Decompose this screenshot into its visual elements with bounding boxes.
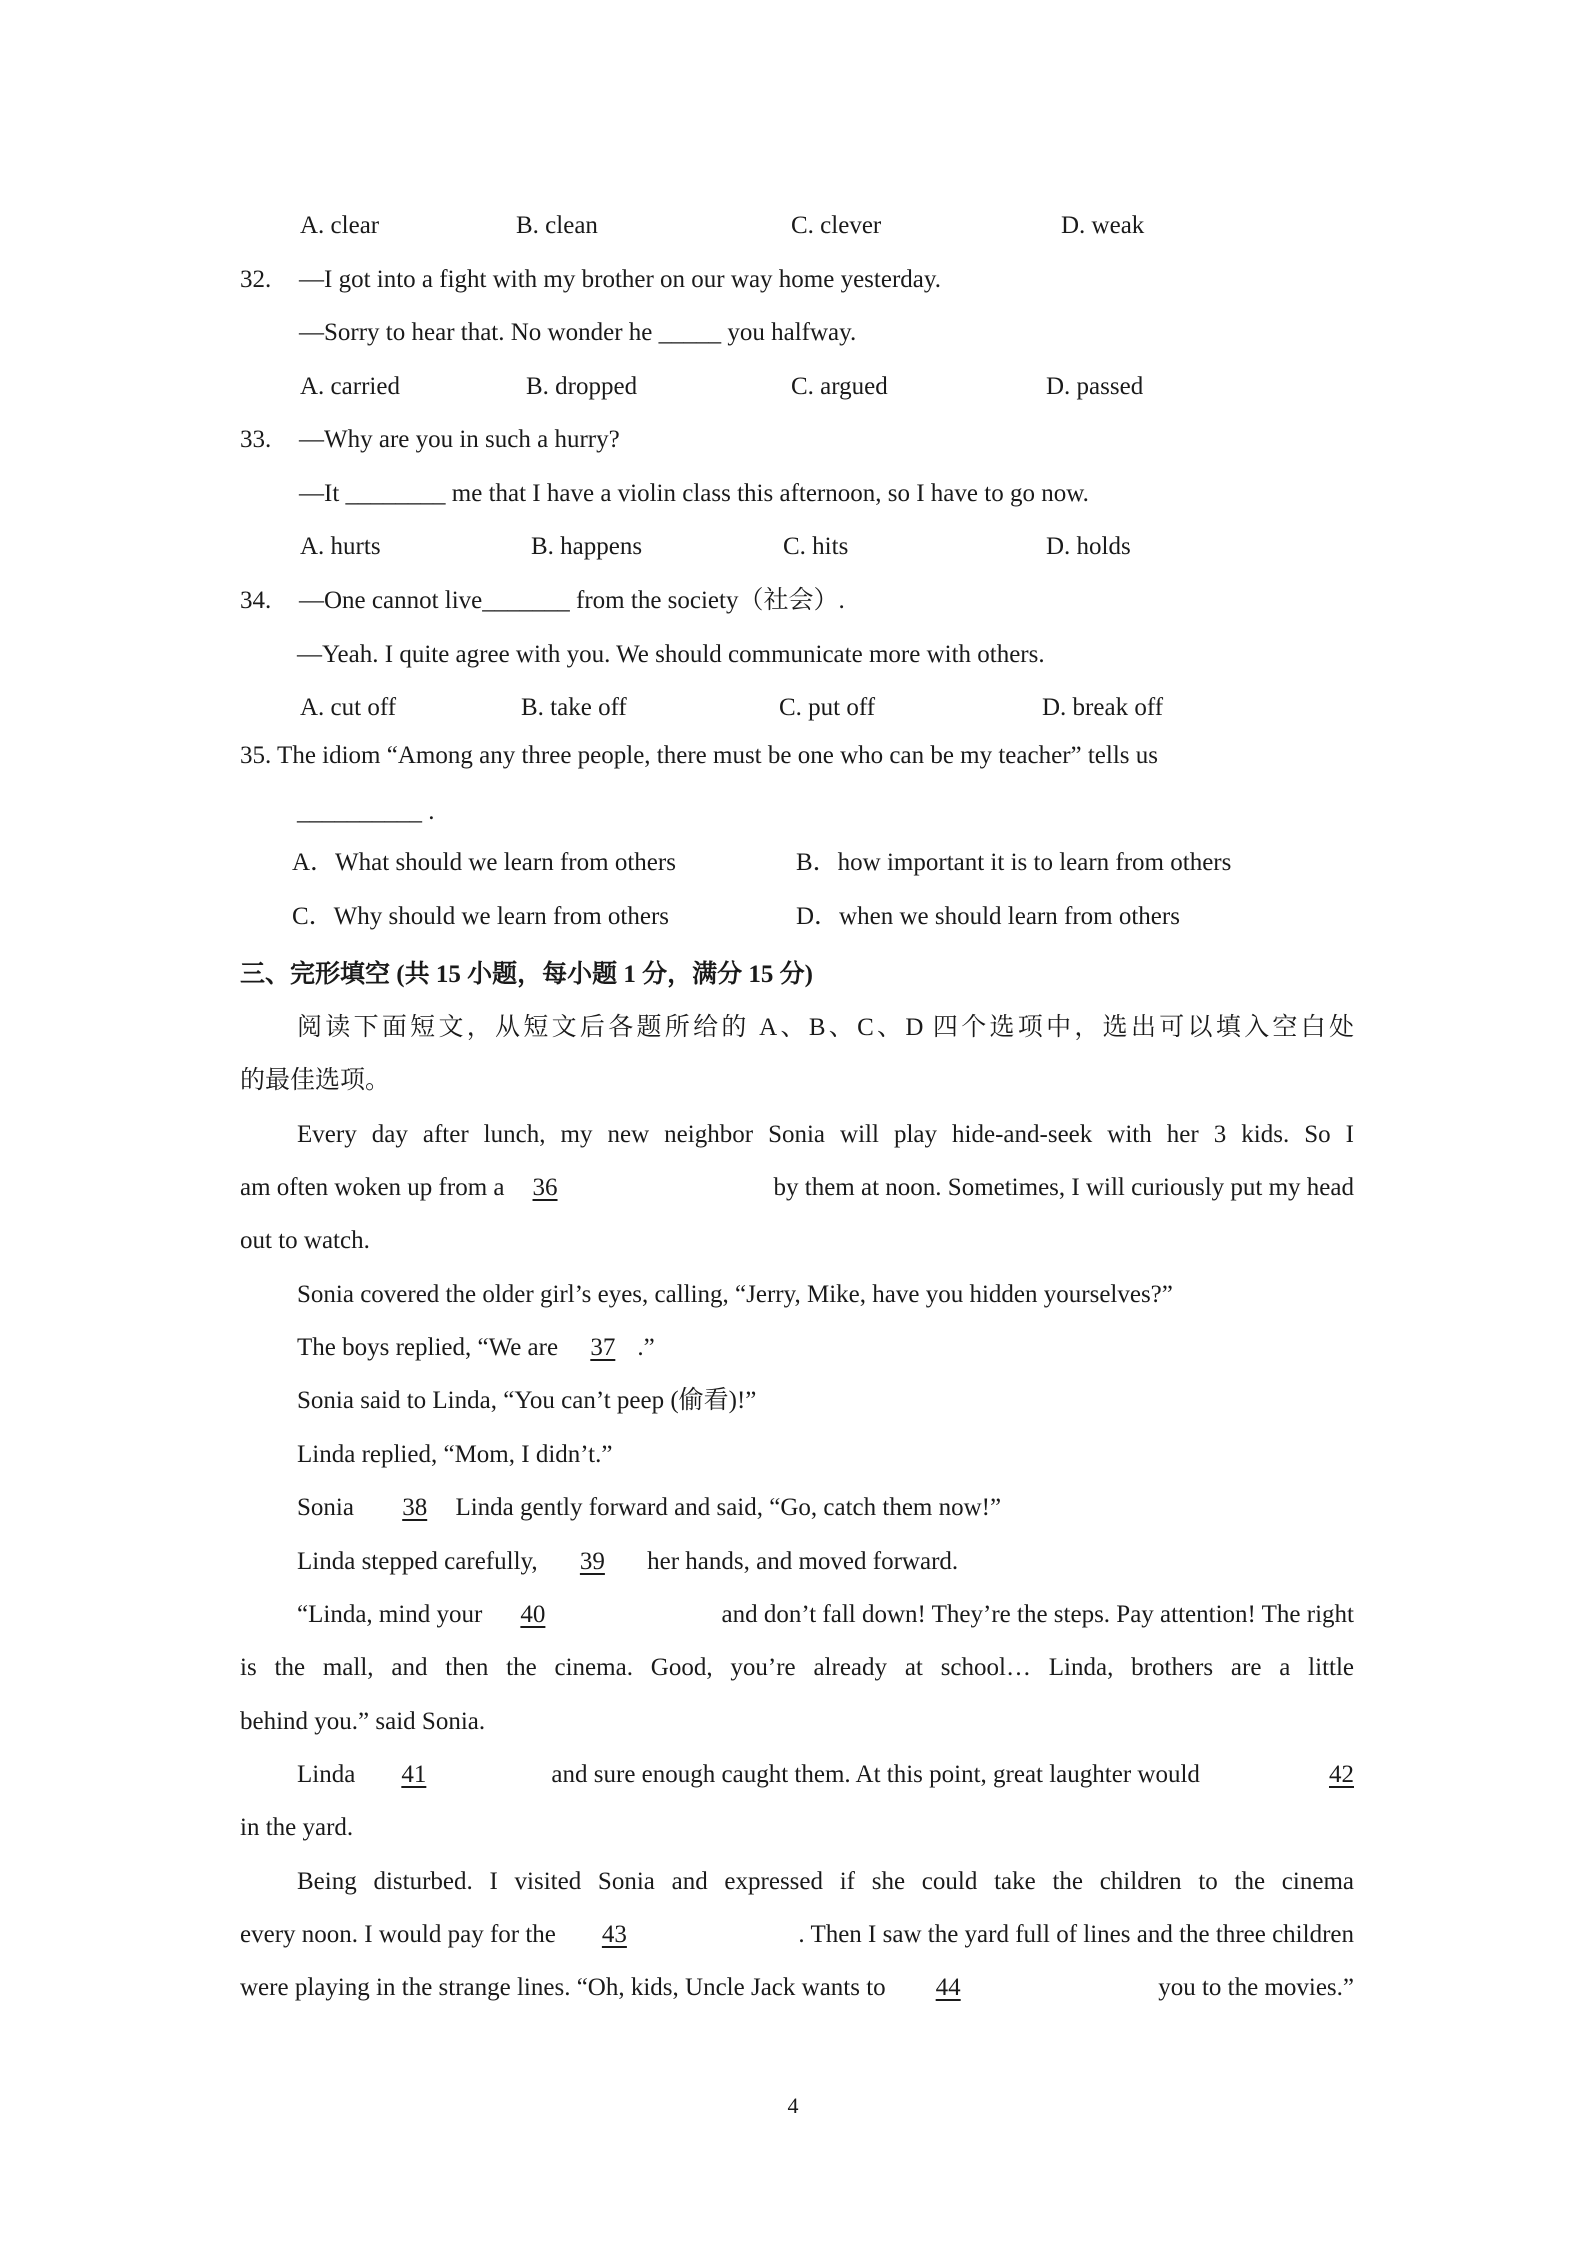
passage-p8-line1 bbox=[297, 1599, 1354, 1631]
passage-p10-line3-text-b: you to the movies.” bbox=[1158, 1974, 1354, 2001]
blank-36: 36 bbox=[532, 1174, 558, 1201]
q34-number: 34. bbox=[240, 587, 272, 614]
passage-p3-text-b: .” bbox=[637, 1334, 655, 1361]
q32-line2: —Sorry to hear that. No wonder he _____ you halfway. bbox=[299, 319, 857, 346]
blank-43: 43 bbox=[601, 1921, 627, 1948]
blank-37: 37 bbox=[590, 1334, 616, 1361]
q31-option-d: D. weak bbox=[1061, 212, 1145, 239]
q33-line2: —It ________ me that I have a violin class this afternoon, so I have to go now. bbox=[299, 480, 1089, 507]
q32-option-d: D. passed bbox=[1046, 373, 1144, 400]
q35-option-c: C．Why should we learn from others bbox=[292, 903, 670, 930]
q33-number: 33. bbox=[240, 426, 272, 453]
q31-option-b: B. clean bbox=[516, 212, 598, 239]
q31-option-a: A. clear bbox=[300, 212, 380, 239]
q32-option-a: A. carried bbox=[300, 373, 400, 400]
blank-40: 40 bbox=[520, 1601, 546, 1628]
passage-p4: Sonia said to Linda, “You can’t peep (偷看)!” bbox=[297, 1387, 757, 1414]
passage-p8-line2: is the mall, and then the cinema. Good, you’re already at school… Linda, brothers are a little bbox=[240, 1654, 1354, 1681]
q33-option-d: D. holds bbox=[1046, 533, 1131, 560]
q34-option-d: D. break off bbox=[1042, 694, 1164, 721]
passage-p8-line1-text-b: and don’t fall down! They’re the steps. Pay attention! The right bbox=[721, 1601, 1354, 1628]
q34-line2: —Yeah. I quite agree with you. We should communicate more with others. bbox=[297, 641, 1045, 668]
q33-option-b: B. happens bbox=[531, 533, 643, 560]
q31-option-c: C. clever bbox=[791, 212, 882, 239]
passage-p10-line3-text-a: were playing in the strange lines. “Oh, kids, Uncle Jack wants to bbox=[240, 1974, 886, 2001]
passage-p10-line2 bbox=[240, 1919, 1354, 1951]
passage-p10-line1: Being disturbed. I visited Sonia and expressed if she could take the children to the cinema bbox=[297, 1868, 1354, 1895]
passage-p3 bbox=[297, 1332, 655, 1364]
passage-p1-line2-text-b: by them at noon. Sometimes, I will curiously put my head bbox=[773, 1174, 1354, 1201]
section-heading: 三、完形填空 (共 15 小题，每小题 1 分，满分 15 分) bbox=[240, 961, 813, 988]
q34-option-a: A. cut off bbox=[300, 694, 397, 721]
q33-option-a: A. hurts bbox=[300, 533, 381, 560]
passage-p8-line1-text-a: “Linda, mind your bbox=[297, 1601, 483, 1628]
page-number: 4 bbox=[787, 2093, 799, 2118]
passage-p7 bbox=[297, 1546, 958, 1578]
q35-option-b: B．how important it is to learn from others bbox=[796, 849, 1232, 876]
passage-p9-line1-text-b: and sure enough caught them. At this point, great laughter would bbox=[551, 1761, 1200, 1788]
passage-p9-line2: in the yard. bbox=[240, 1814, 354, 1841]
passage-p6-text-b: Linda gently forward and said, “Go, catch them now!” bbox=[449, 1494, 1002, 1521]
passage-p1-line2 bbox=[240, 1172, 1354, 1204]
passage-p1-line2-text-a: am often woken up from a bbox=[240, 1174, 505, 1201]
q33-option-c: C. hits bbox=[783, 533, 849, 560]
passage-p9-line1 bbox=[297, 1759, 1354, 1791]
q35-option-d: D．when we should learn from others bbox=[796, 903, 1180, 930]
q35-line2: __________ . bbox=[297, 798, 435, 825]
q34-option-b: B. take off bbox=[521, 694, 627, 721]
section-instruction-line2: 的最佳选项。 bbox=[240, 1067, 391, 1094]
passage-p9-line1-text-a: Linda bbox=[297, 1761, 356, 1788]
passage-p8-line3: behind you.” said Sonia. bbox=[240, 1708, 486, 1735]
q35-option-a: A．What should we learn from others bbox=[292, 849, 676, 876]
blank-39: 39 bbox=[579, 1548, 605, 1575]
passage-p10-line2-text-b: . Then I saw the yard full of lines and the three children bbox=[798, 1921, 1354, 1948]
passage-p1-line3: out to watch. bbox=[240, 1227, 370, 1254]
passage-p1-line1: Every day after lunch, my new neighbor Sonia will play hide-and-seek with her 3 kids. So I bbox=[297, 1121, 1354, 1148]
passage-p2: Sonia covered the older girl’s eyes, calling, “Jerry, Mike, have you hidden yourselves?” bbox=[297, 1281, 1173, 1308]
passage-p10-line3 bbox=[240, 1972, 1354, 2004]
passage-p6-text-a: Sonia bbox=[297, 1494, 361, 1521]
passage-p5: Linda replied, “Mom, I didn’t.” bbox=[297, 1441, 613, 1468]
passage-p6 bbox=[297, 1492, 1001, 1524]
passage-p3-text-a: The boys replied, “We are bbox=[297, 1334, 565, 1361]
passage-p7-text-b: her hands, and moved forward. bbox=[640, 1548, 959, 1575]
section-instruction-line1: 阅读下面短文，从短文后各题所给的 A、B、C、D 四个选项中，选出可以填入空白处 bbox=[297, 1014, 1354, 1041]
passage-p7-text-a: Linda stepped carefully, bbox=[297, 1548, 544, 1575]
q32-option-c: C. argued bbox=[791, 373, 888, 400]
passage-p10-line2-text-a: every noon. I would pay for the bbox=[240, 1921, 556, 1948]
q33-line1: —Why are you in such a hurry? bbox=[299, 426, 620, 453]
q32-number: 32. bbox=[240, 266, 272, 293]
q34-line1: —One cannot live_______ from the society（社会）. bbox=[299, 587, 845, 614]
q32-line1: —I got into a fight with my brother on our way home yesterday. bbox=[299, 266, 941, 293]
q34-option-c: C. put off bbox=[779, 694, 876, 721]
blank-38: 38 bbox=[402, 1494, 428, 1521]
blank-41: 41 bbox=[401, 1761, 427, 1788]
passage-p1-line2-rest bbox=[505, 1172, 1354, 1204]
q35-line1: 35. The idiom “Among any three people, there must be one who can be my teacher” tells us bbox=[240, 742, 1159, 769]
blank-42: 42 bbox=[1329, 1761, 1354, 1788]
blank-44: 44 bbox=[935, 1974, 961, 2001]
q32-option-b: B. dropped bbox=[526, 373, 638, 400]
